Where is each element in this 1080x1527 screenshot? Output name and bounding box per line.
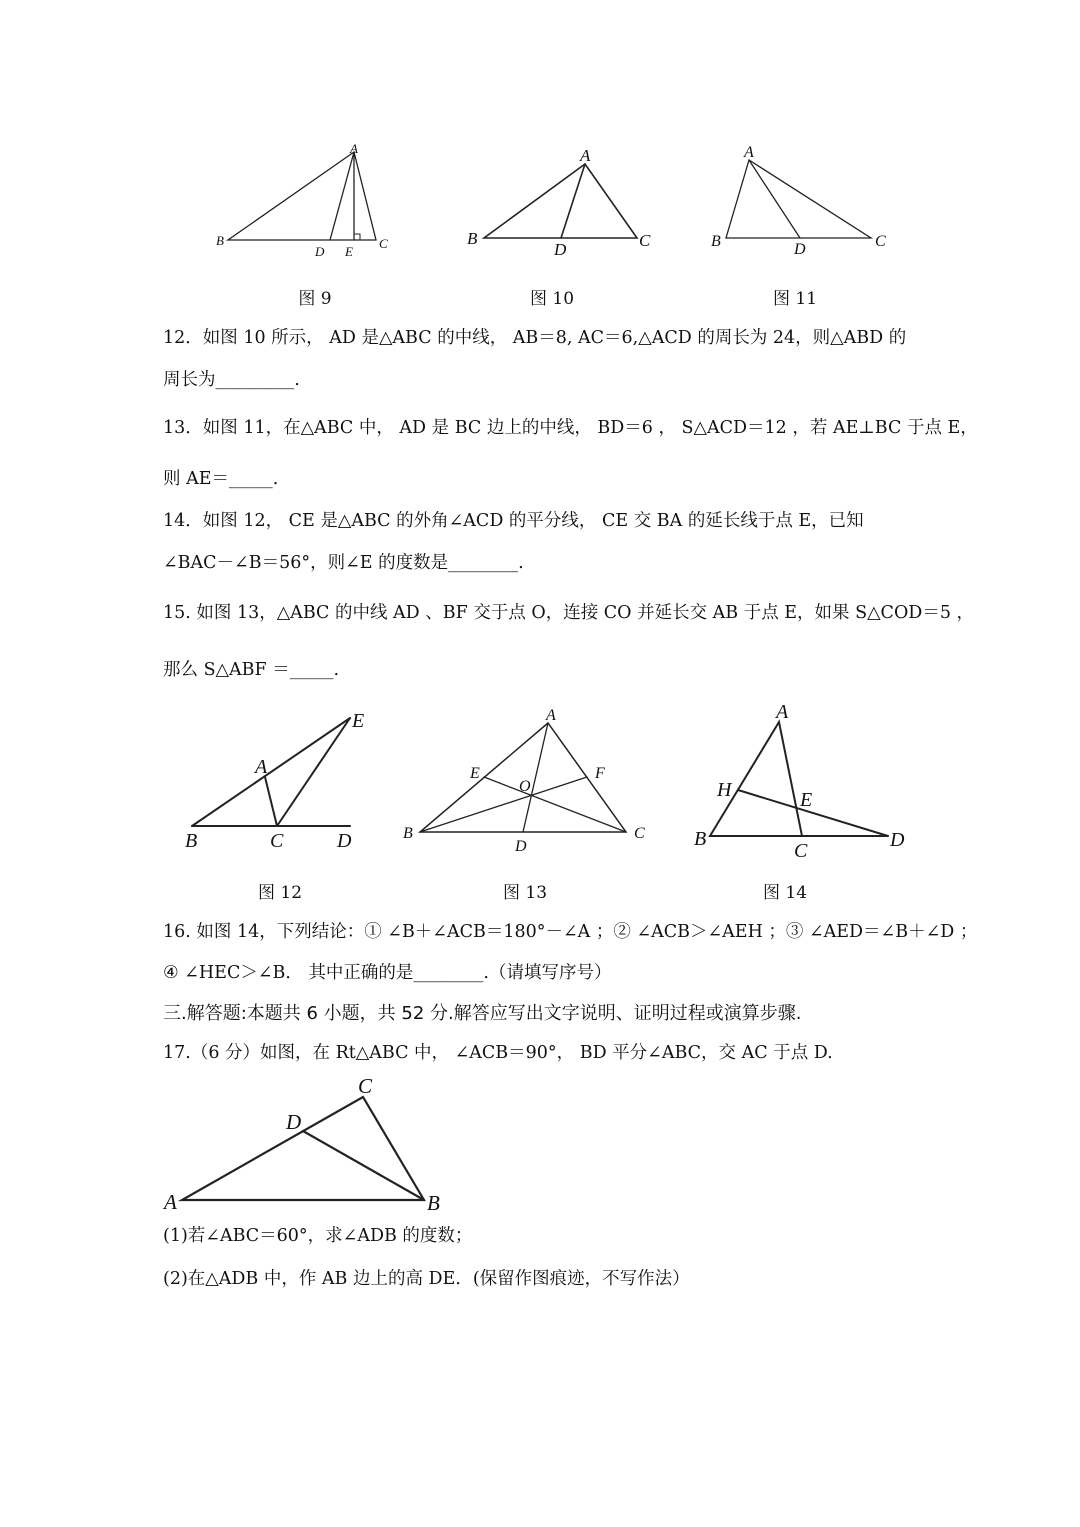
question-13-line-1: 13．如图 11，在△ABC 中， AD 是 BC 边上的中线， BD＝6 ， S△ACD＝12 ，若 AE⊥BC 于点 E，	[163, 418, 978, 438]
question-16-line-1: 16. 如图 14，下列结论：① ∠B＋∠ACB＝180°－∠A ；② ∠ACB＞∠AEH ；③ ∠AED＝∠B＋∠D ；	[163, 922, 978, 942]
label-d: D	[337, 830, 352, 852]
label-e: E	[352, 710, 365, 732]
label-b: B	[711, 233, 721, 250]
figure-9	[210, 140, 400, 265]
label-e: E	[470, 765, 480, 782]
label-c: C	[634, 825, 645, 842]
question-14-line-2: ∠BAC－∠B＝56°，则∠E 的度数是________.	[163, 553, 524, 573]
question-13-line-2: 则 AE＝_____.	[163, 469, 279, 489]
segment-ad	[330, 152, 354, 240]
label-b: B	[216, 233, 224, 248]
label-c: C	[639, 231, 651, 250]
label-d: D	[554, 240, 567, 259]
label-c: C	[379, 236, 388, 251]
caption-figure-11: 图 11	[772, 289, 818, 309]
figure-10	[460, 140, 660, 265]
label-c: C	[875, 233, 886, 250]
figure-11	[705, 140, 905, 265]
question-15-line-2: 那么 S△ABF ＝_____.	[163, 660, 340, 680]
label-e: E	[345, 244, 353, 259]
label-a: A	[350, 141, 358, 156]
caption-figure-14: 图 14	[762, 883, 808, 903]
label-e: E	[800, 789, 813, 811]
label-c: C	[270, 830, 284, 852]
label-o: O	[519, 778, 531, 795]
question-12-line-1: 12．如图 10 所示， AD 是△ABC 的中线， AB＝8, AC＝6,△ACD 的周长为 24，则△ABD 的	[163, 328, 907, 348]
line-be	[192, 718, 350, 826]
figure-14	[690, 700, 920, 865]
median-bf	[420, 777, 587, 832]
label-a: A	[164, 1190, 177, 1214]
question-16-line-2: ④ ∠HEC＞∠B． 其中正确的是________.（请填写序号）	[163, 963, 612, 983]
label-f: F	[595, 765, 605, 782]
question-17-part-2: (2)在△ADB 中，作 AB 边上的高 DE．(保留作图痕迹，不写作法）	[163, 1269, 690, 1289]
question-17-part-1: (1)若∠ABC＝60°，求∠ADB 的度数；	[163, 1226, 473, 1246]
question-15-line-1: 15. 如图 13，△ABC 的中线 AD 、BF 交于点 O，连接 CO 并延长交 AB 于点 E，如果 S△COD＝5 ，	[163, 603, 975, 623]
label-a: A	[744, 144, 754, 161]
bisector-bd	[303, 1131, 424, 1200]
median-ad	[561, 164, 585, 238]
label-d: D	[794, 241, 806, 258]
median-ad	[749, 160, 800, 238]
label-d: D	[890, 829, 905, 851]
label-h: H	[717, 779, 732, 801]
section-3-heading: 三.解答题:本题共 6 小题，共 52 分.解答应写出文字说明、证明过程或演算步骤.	[163, 1003, 802, 1024]
label-b: B	[694, 828, 707, 850]
segment-ac	[265, 777, 277, 826]
label-b: B	[403, 825, 413, 842]
question-14-line-1: 14．如图 12， CE 是△ABC 的外角∠ACD 的平分线， CE 交 BA 的延长线于点 E，已知	[163, 511, 864, 531]
label-a: A	[580, 146, 591, 165]
label-a: A	[255, 756, 268, 778]
line-hd	[738, 790, 888, 836]
caption-figure-10: 图 10	[529, 289, 575, 309]
caption-figure-12: 图 12	[257, 883, 303, 903]
triangle-abc	[484, 164, 637, 238]
question-17-stem: 17.（6 分）如图，在 Rt△ABC 中， ∠ACB＝90°， BD 平分∠ABC，交 AC 于点 D.	[163, 1043, 833, 1063]
triangle-abc	[726, 160, 871, 238]
right-angle-mark	[354, 234, 360, 240]
triangle-abc	[182, 1097, 424, 1200]
label-d: D	[315, 244, 325, 259]
figure-12	[180, 705, 380, 860]
segment-ce	[277, 718, 350, 826]
caption-figure-9: 图 9	[298, 289, 332, 309]
caption-figure-13: 图 13	[502, 883, 548, 903]
label-c: C	[794, 840, 808, 862]
label-c: C	[358, 1074, 373, 1098]
figure-13	[395, 705, 665, 860]
label-b: B	[185, 830, 198, 852]
label-d: D	[515, 838, 527, 855]
label-a: A	[776, 701, 789, 723]
label-a: A	[546, 707, 556, 724]
label-b: B	[467, 229, 478, 248]
label-b: B	[427, 1191, 440, 1215]
label-d: D	[286, 1110, 302, 1134]
figure-17	[160, 1072, 460, 1217]
question-12-line-2: 周长为_________.	[163, 370, 300, 390]
